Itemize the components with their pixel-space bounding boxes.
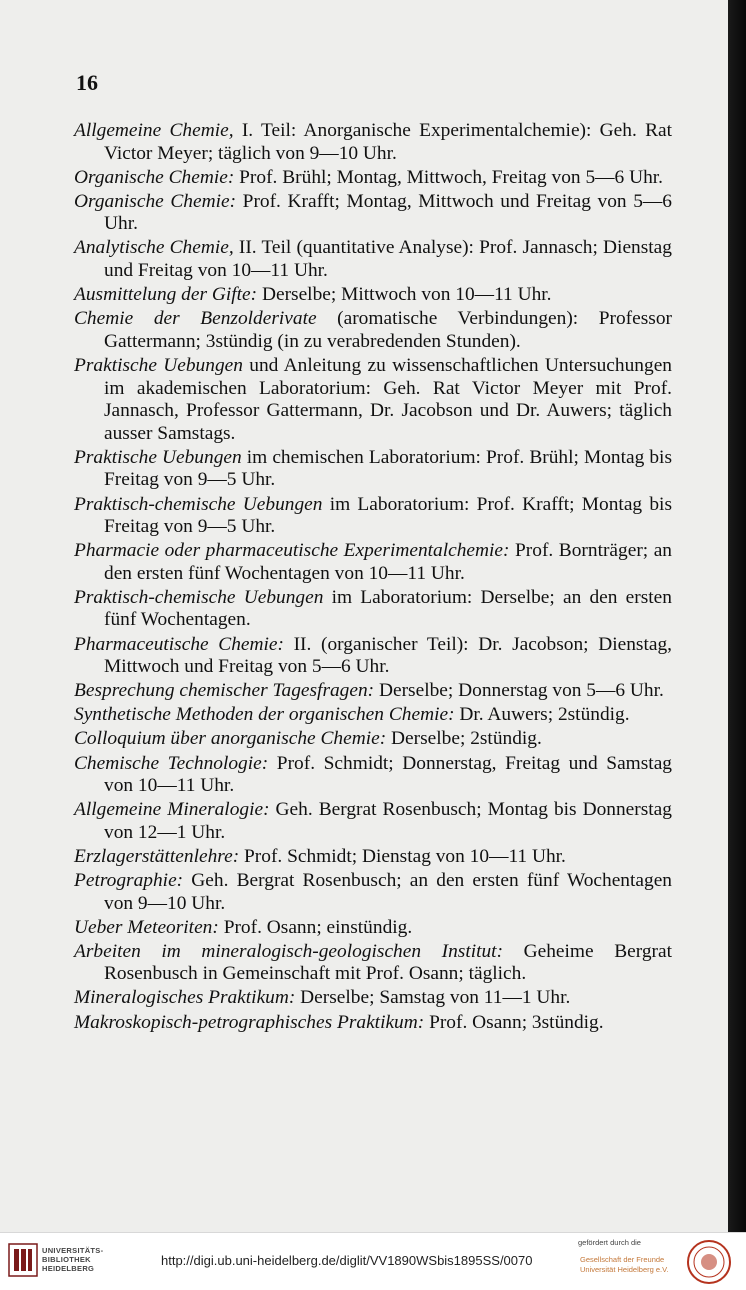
course-details: Prof. Schmidt; Dienstag von 10—11 Uhr.	[239, 845, 566, 867]
course-details: im Laboratorium: Derselbe; an den ersten fünf Wochentagen.	[104, 586, 672, 631]
course-details: Geheime Bergrat Rosenbusch in Gemeinschaft mit Prof. Osann; täglich.	[104, 940, 672, 985]
viewer-footer	[0, 1232, 746, 1290]
course-entry	[74, 540, 672, 585]
sponsor-name-line: Gesellschaft der Freunde	[580, 1255, 665, 1264]
course-topic: Organische Chemie:	[74, 190, 237, 212]
course-details: und Anleitung zu wissenschaftlichen Untersuchungen im akademischen Laboratorium: Geh. Rat Victor Meyer mit Prof. Jannasch, Professor Gattermann, Dr. Jacobson und Dr. Auwers; täglich ausser Samstags.	[104, 354, 673, 444]
sponsor-name-line: Universität Heidelberg e.V.	[580, 1264, 669, 1274]
library-name-line: HEIDELBERG	[42, 1264, 95, 1273]
course-details: Derselbe; Samstag von 11—1 Uhr.	[295, 987, 571, 1009]
course-details: Derselbe; 2stündig.	[386, 728, 542, 750]
course-entry	[74, 941, 672, 986]
course-entry	[74, 355, 672, 445]
course-details: Prof. Krafft; Montag, Mittwoch und Freitag von 5—6 Uhr.	[104, 190, 672, 235]
course-topic: Chemische Technologie:	[74, 752, 269, 774]
course-details: Derselbe; Mittwoch von 10—11 Uhr.	[257, 284, 552, 306]
course-topic: Petrographie:	[74, 870, 184, 891]
course-details: Dr. Auwers; 2stündig.	[454, 704, 630, 726]
scan-page-edge	[728, 0, 746, 1232]
course-entry	[74, 167, 672, 190]
library-name	[42, 1246, 103, 1273]
course-entry	[74, 846, 672, 869]
course-topic: Analytische Chemie,	[74, 237, 234, 259]
course-topic: Ausmittelung der Gifte:	[74, 284, 258, 306]
course-topic: Arbeiten im mineralogisch-geologischen Institut:	[74, 940, 504, 962]
course-topic: Ueber Meteoriten:	[74, 916, 219, 938]
course-topic: Erzlagerstättenlehre:	[74, 845, 240, 867]
course-topic: Mineralogisches Praktikum:	[74, 987, 296, 1009]
course-topic: Besprechung chemischer Tagesfragen:	[74, 680, 375, 702]
course-entry	[74, 870, 672, 915]
course-entry	[74, 1012, 672, 1035]
course-topic: Praktische Uebungen	[74, 446, 242, 468]
library-logo-icon	[8, 1243, 38, 1277]
course-entry	[74, 917, 672, 940]
course-topic: Allgemeine Chemie,	[74, 120, 234, 141]
course-details: Prof. Osann; 3stündig.	[424, 1011, 604, 1033]
course-topic: Colloquium über anorganische Chemie:	[74, 728, 387, 750]
course-details: im Laboratorium: Prof. Krafft; Montag bis Freitag von 9—5 Uhr.	[104, 493, 672, 538]
funded-by-label: gefördert durch die	[578, 1238, 641, 1247]
course-entry	[74, 587, 672, 632]
course-entry	[74, 308, 672, 353]
course-topic: Allgemeine Mineralogie:	[74, 799, 270, 821]
course-details: (aromatische Verbindungen): Professor Gattermann; 3stündig (in zu verabredenden Stunden).	[104, 308, 672, 352]
course-details: II. Teil (quantitative Analyse): Prof. Jannasch; Dienstag und Freitag von 10—11 Uhr.	[104, 237, 672, 282]
course-topic: Praktische Uebungen	[74, 354, 243, 376]
course-entry	[74, 704, 672, 727]
university-seal-icon	[686, 1239, 732, 1285]
course-topic: Synthetische Methoden der organischen Chemie:	[74, 704, 455, 726]
permalink-url[interactable]: http://digi.ub.uni-heidelberg.de/diglit/VV1890WSbis1895SS/0070	[161, 1253, 533, 1268]
course-details: Prof. Schmidt; Donnerstag, Freitag und Samstag von 10—11 Uhr.	[104, 752, 673, 797]
page-number: 16	[76, 70, 98, 95]
course-details: Prof. Bornträger; an den ersten fünf Wochentagen von 10—11 Uhr.	[104, 540, 672, 584]
course-details: Geh. Bergrat Rosenbusch; Montag bis Donnerstag von 12—1 Uhr.	[104, 799, 672, 843]
course-entry	[74, 494, 672, 539]
course-topic: Organische Chemie:	[74, 166, 235, 188]
course-entry	[74, 987, 672, 1010]
course-details: Prof. Brühl; Montag, Mittwoch, Freitag von 5—6 Uhr.	[234, 166, 664, 188]
course-list	[74, 120, 672, 1036]
course-topic: Praktisch-chemische Uebungen	[74, 586, 324, 608]
library-name-line: BIBLIOTHEK	[42, 1255, 91, 1264]
course-details: im chemischen Laboratorium: Prof. Brühl; Montag bis Freitag von 9—5 Uhr.	[104, 446, 672, 491]
course-entry	[74, 680, 672, 703]
course-topic: Pharmaceutische Chemie:	[74, 633, 284, 655]
library-name-line: UNIVERSITÄTS-	[42, 1246, 104, 1255]
sponsor-name	[580, 1255, 669, 1274]
course-entry	[74, 799, 672, 844]
course-details: II. (organischer Teil): Dr. Jacobson; Dienstag, Mittwoch und Freitag von 5—6 Uhr.	[104, 633, 672, 678]
course-entry	[74, 237, 672, 282]
course-topic: Pharmacie oder pharmaceutische Experimentalchemie:	[74, 540, 510, 562]
course-entry	[74, 284, 672, 307]
course-details: Derselbe; Donnerstag von 5—6 Uhr.	[374, 680, 664, 702]
course-entry	[74, 447, 672, 492]
course-topic: Praktisch-chemische Uebungen	[74, 493, 323, 515]
course-entry	[74, 728, 672, 751]
course-topic: Makroskopisch-petrographisches Praktikum:	[74, 1011, 425, 1033]
course-details: Prof. Osann; einstündig.	[218, 916, 413, 938]
course-entry	[74, 753, 672, 798]
course-details: I. Teil: Anorganische Experimentalchemie): Geh. Rat Victor Meyer; täglich von 9—10 Uhr.	[104, 120, 672, 164]
course-entry	[74, 120, 672, 165]
course-topic: Chemie der Benzolderivate	[74, 308, 317, 330]
course-details: Geh. Bergrat Rosenbusch; an den ersten fünf Wochentagen von 9—10 Uhr.	[104, 870, 672, 914]
course-entry	[74, 191, 672, 236]
course-entry	[74, 634, 672, 679]
